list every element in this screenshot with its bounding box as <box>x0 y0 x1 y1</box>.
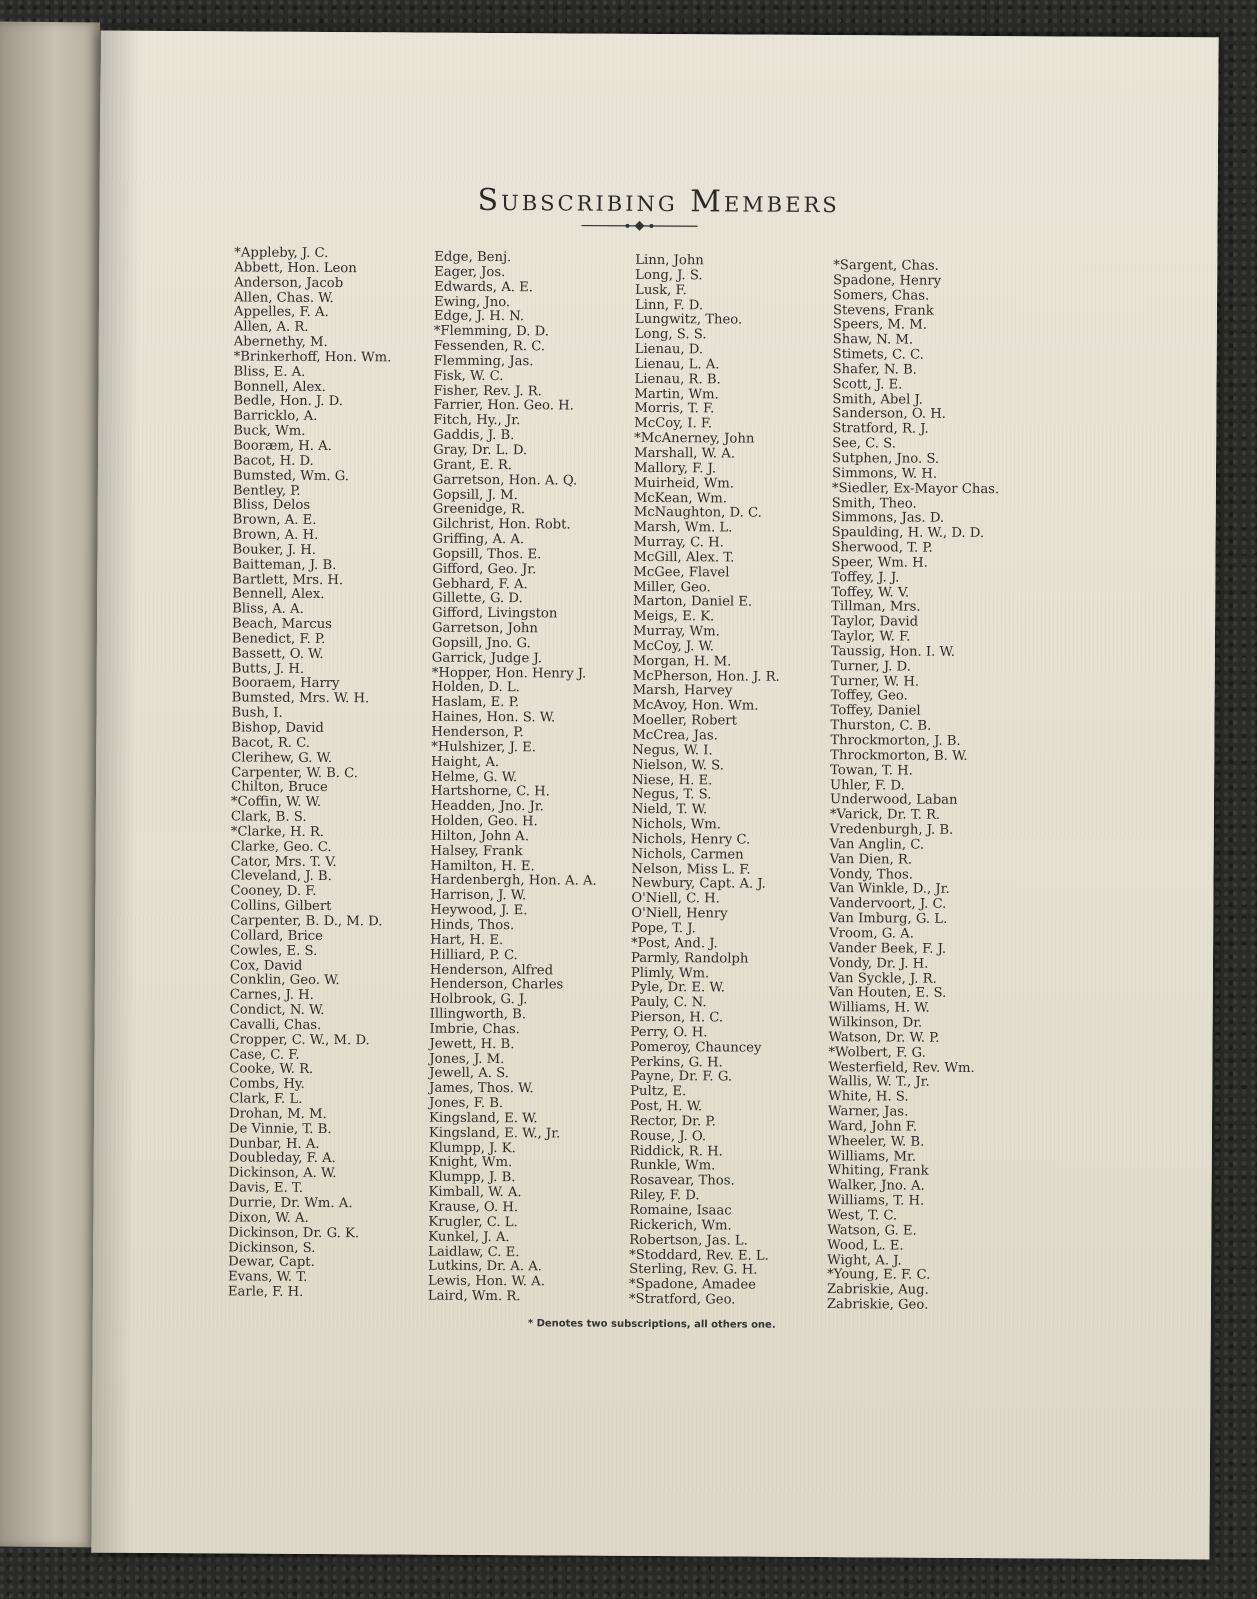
member-name: Farrier, Hon. Geo. H. <box>433 398 574 414</box>
member-name: Newbury, Capt. A. J. <box>631 876 766 893</box>
member-name: Zabriskie, Geo. <box>826 1297 929 1313</box>
member-name: Martin, Wm. <box>634 386 719 402</box>
member-name: Kingsland, E. W., Jr. <box>428 1125 561 1142</box>
member-name: Lungwitz, Theo. <box>634 312 743 328</box>
member-name: Hilliard, P. C. <box>429 947 518 963</box>
member-name: Carpenter, W. B. C. <box>231 764 359 781</box>
member-name: *Flemming, D. D. <box>433 323 549 340</box>
member-name: Krugler, C. L. <box>428 1214 518 1231</box>
member-name: Clark, B. S. <box>230 809 307 825</box>
member-name: White, H. S. <box>828 1089 909 1105</box>
member-name: Simmons, W. H. <box>831 465 938 482</box>
member-name: Cooney, D. F. <box>230 883 317 900</box>
member-name: Niese, H. E. <box>632 772 713 788</box>
member-name: Holden, D. L. <box>431 680 520 696</box>
member-name: Klumpp, J. B. <box>428 1169 516 1186</box>
member-name: Pomeroy, Chauncey <box>630 1039 762 1056</box>
member-name: Williams, T. H. <box>827 1193 925 1209</box>
member-name: Jones, F. B. <box>429 1095 504 1112</box>
member-name: Flemming, Jas. <box>433 353 534 370</box>
member-name: Vondy, Dr. J. H. <box>828 955 929 972</box>
member-name: McGill, Alex. T. <box>633 549 735 566</box>
member-name: Butts, J. H. <box>231 661 305 677</box>
member-name: Conklin, Geo. W. <box>229 972 340 989</box>
member-name: Grant, E. R. <box>432 457 513 473</box>
member-name: Gifford, Geo. Jr. <box>432 561 537 577</box>
member-name: Laird, Wm. R. <box>427 1288 521 1305</box>
member-name: Baitteman, J. B. <box>232 557 337 573</box>
member-name: Wight, A. J. <box>827 1252 902 1269</box>
member-name: See, C. S. <box>832 436 896 452</box>
member-name: Negus, W. I. <box>632 742 713 759</box>
member-name: Krause, O. H. <box>428 1199 519 1216</box>
document-page <box>91 31 1218 1560</box>
member-name: Van Anglin, C. <box>829 836 925 853</box>
member-name: Garretson, Hon. A. Q. <box>432 472 578 489</box>
member-name: Murray, Wm. <box>632 623 720 640</box>
member-name: Evans, W. T. <box>228 1269 308 1286</box>
member-name: Anderson, Jacob <box>234 275 344 291</box>
member-column-4 <box>827 259 1001 1314</box>
member-name: O'Niell, Henry <box>631 905 728 922</box>
member-name: Bumsted, Wm. G. <box>232 468 350 484</box>
member-name: Speers, M. M. <box>832 317 928 334</box>
member-name: Gopsill, Thos. E. <box>432 546 542 563</box>
member-name: Walker, Jno. A. <box>827 1178 925 1194</box>
member-name: Spadone, Henry <box>833 272 942 289</box>
member-name: Edge, Benj. <box>434 249 512 266</box>
member-name: Linn, F. D. <box>634 297 704 313</box>
member-name: Cooke, W. R. <box>229 1061 314 1078</box>
member-name: Combs, Hy. <box>229 1076 305 1093</box>
member-name: Gray, Dr. L. D. <box>433 442 528 459</box>
member-name: Clerihew, G. W. <box>231 750 333 766</box>
member-name: Nichols, Henry C. <box>631 831 751 848</box>
member-name: Moeller, Robert <box>632 713 737 729</box>
member-name: Turner, J. D. <box>830 658 911 675</box>
member-name: Gopsill, J. M. <box>432 487 518 503</box>
member-name: Benedict, F. P. <box>231 631 326 647</box>
member-name: Riley, F. D. <box>629 1188 700 1204</box>
member-name: Meigs, E. K. <box>633 609 715 625</box>
member-name: Lienau, L. A. <box>634 356 720 373</box>
member-name: Lusk, F. <box>635 282 687 298</box>
member-name: Clark, F. L. <box>229 1091 303 1107</box>
member-name: McCrea, Jas. <box>632 727 718 744</box>
member-name: Allen, A. R. <box>233 319 309 336</box>
member-name: Smith, Abel J. <box>832 391 924 408</box>
member-name: Heywood, J. E. <box>430 902 528 919</box>
facing-page-edge <box>0 21 100 1547</box>
member-name: Lienau, R. B. <box>634 371 721 388</box>
member-name: Wallis, W. T., Jr. <box>828 1074 930 1091</box>
member-name: Watson, G. E. <box>827 1222 917 1239</box>
member-name: Edge, J. H. N. <box>433 309 525 325</box>
member-name: *Stoddard, Rev. E. L. <box>629 1247 769 1264</box>
member-name: Bliss, Delos <box>232 497 311 514</box>
member-name: Collard, Brice <box>230 928 324 944</box>
member-name: Rector, Dr. P. <box>629 1113 716 1130</box>
member-name: Williams, Mr. <box>827 1148 917 1165</box>
member-name: Underwood, Laban <box>829 792 958 809</box>
member-name: Riddick, R. H. <box>629 1143 723 1160</box>
member-name: Long, S. S. <box>634 327 707 343</box>
member-name: Gopsill, Jno. G. <box>431 635 531 652</box>
member-name: Romaine, Isaac <box>629 1202 732 1219</box>
member-name: Fitch, Hy., Jr. <box>433 412 521 429</box>
member-name: Chilton, Bruce <box>230 779 328 796</box>
member-name: Rickerich, Wm. <box>629 1217 732 1234</box>
member-name: Toffey, W. V. <box>831 584 910 601</box>
member-name: Bumsted, Mrs. W. H. <box>231 690 370 707</box>
member-name: Bishop, David <box>231 720 324 736</box>
member-name: Turner, W. H. <box>830 673 920 690</box>
member-name: Vander Beek, F. J. <box>829 940 947 957</box>
member-name: Vondy, Thos. <box>829 866 914 883</box>
member-name: Pauly, C. N. <box>630 995 707 1011</box>
member-name: Uhler, F. D. <box>830 777 905 794</box>
member-name: Dixon, W. A. <box>228 1210 309 1226</box>
member-name: Taussig, Hon. I. W. <box>830 644 955 660</box>
member-name: *Spadone, Amadee <box>628 1277 756 1293</box>
member-name: Imbrie, Chas. <box>429 1021 520 1038</box>
member-name: Hardenbergh, Hon. A. A. <box>430 873 597 890</box>
member-name: McAvoy, Hon. Wm. <box>632 698 759 714</box>
member-name: Pyle, Dr. E. W. <box>630 980 725 996</box>
member-name: De Vinnie, T. B. <box>228 1121 332 1137</box>
member-name: Case, C. F. <box>229 1046 300 1063</box>
member-name: Watson, Dr. W. P. <box>828 1029 940 1046</box>
member-name: *Siedler, Ex-Mayor Chas. <box>831 480 1000 497</box>
member-name: Bacot, R. C. <box>231 735 311 751</box>
member-name: Bentley, P. <box>232 482 301 499</box>
member-name: Perkins, G. H. <box>630 1054 723 1070</box>
member-name: Tillman, Mrs. <box>831 599 921 616</box>
member-name: Dickinson, Dr. G. K. <box>228 1225 360 1241</box>
member-name: Cropper, C. W., M. D. <box>229 1032 370 1048</box>
member-name: McKean, Wm. <box>633 490 728 506</box>
member-name: Bartlett, Mrs. H. <box>232 571 344 588</box>
member-name: Pultz, E. <box>630 1084 687 1100</box>
member-name: Bacot, H. D. <box>232 453 314 469</box>
member-name: Appelles, F. A. <box>233 304 329 321</box>
member-name: Cleveland, J. B. <box>230 868 332 885</box>
member-name: Muirheid, Wm. <box>633 475 735 492</box>
member-name: Hart, H. E. <box>430 932 504 948</box>
member-name: Gaddis, J. B. <box>433 427 515 444</box>
member-name: Drohan, M. M. <box>228 1106 327 1122</box>
member-name: Vroom, G. A. <box>829 926 914 942</box>
member-name: Van Dien, R. <box>829 851 913 868</box>
member-name: Sherwood, T. P. <box>831 540 933 556</box>
member-name: Henderson, Alfred <box>429 962 554 978</box>
member-column-2 <box>428 251 601 1306</box>
member-name: Allen, Chas. W. <box>233 289 334 306</box>
member-name: Cator, Mrs. T. V. <box>230 854 337 870</box>
member-name: Cox, David <box>229 957 303 974</box>
member-name: Bonnell, Alex. <box>233 379 326 395</box>
member-name: Holden, Geo. H. <box>430 813 538 830</box>
member-name: McCoy, I. F. <box>634 416 713 432</box>
member-name: *Hulshizer, J. E. <box>431 739 537 756</box>
member-name: Payne, Dr. F. G. <box>630 1069 733 1085</box>
member-name: Greenidge, R. <box>432 501 526 518</box>
member-name: Scott, J. E. <box>832 376 903 393</box>
member-name: Hilton, John A. <box>430 828 529 845</box>
member-name: Pope, T. J. <box>631 920 696 937</box>
member-name: Carpenter, B. D., M. D. <box>230 913 383 930</box>
member-name: Dickinson, S. <box>228 1239 316 1256</box>
member-name: Griffing, A. A. <box>432 531 525 548</box>
member-name: Cowles, E. S. <box>229 943 318 959</box>
member-name: Klumpp, J. K. <box>428 1140 516 1156</box>
member-name: Jewell, A. S. <box>429 1066 510 1082</box>
member-name: Mallory, F. J. <box>633 460 717 477</box>
member-name: Ewing, Jno. <box>433 294 511 310</box>
member-name: Fisk, W. C. <box>433 368 504 384</box>
member-name: Booræm, H. A. <box>233 438 332 454</box>
member-name: Bliss, A. A. <box>232 601 304 618</box>
member-name: Simmons, Jas. D. <box>831 510 945 527</box>
member-name: Laidlaw, C. E. <box>428 1244 520 1260</box>
member-name: Jones, J. M. <box>429 1051 505 1067</box>
member-name: Illingworth, B. <box>429 1006 527 1023</box>
member-name: Shaw, N. M. <box>832 332 914 348</box>
member-name: Nielson, W. S. <box>632 757 724 774</box>
member-name: Marsh, Wm. L. <box>633 520 733 536</box>
member-name: Carnes, J. H. <box>229 987 314 1004</box>
member-name: Bush, I. <box>231 705 283 721</box>
member-name: Haight, A. <box>431 754 500 770</box>
member-name: Marsh, Harvey <box>632 683 733 699</box>
member-name: West, T. C. <box>827 1208 898 1224</box>
member-name: Condict, N. W. <box>229 1002 325 1019</box>
member-name: Booraem, Harry <box>231 675 340 692</box>
member-name: Marton, Daniel E. <box>633 594 753 610</box>
member-name: Marshall, W. A. <box>634 445 736 462</box>
member-name: Kunkel, J. A. <box>428 1229 510 1245</box>
member-name: Hartshorne, C. H. <box>430 784 550 800</box>
member-name: Runkle, Wm. <box>629 1158 716 1174</box>
member-name: Headden, Jno. Jr. <box>430 798 544 815</box>
member-name: Wood, L. E. <box>827 1237 904 1254</box>
member-name: Murray, C. H. <box>633 534 724 551</box>
member-name: Parmly, Randolph <box>630 950 749 967</box>
member-name: McGee, Flavel <box>633 564 730 581</box>
member-name: Wilkinson, Dr. <box>828 1015 923 1031</box>
member-name: Lienau, D. <box>634 341 704 358</box>
member-name: *Sargent, Chas. <box>833 258 939 274</box>
member-name: Towan, T. H. <box>830 762 913 779</box>
member-name: Wheeler, W. B. <box>827 1133 925 1150</box>
member-name: Throckmorton, J. B. <box>830 733 961 749</box>
member-name: Bedle, Hon. J. D. <box>233 393 344 410</box>
member-name: Helme, G. W. <box>431 769 518 785</box>
member-name: Perry, O. H. <box>630 1024 708 1041</box>
member-name: Henderson, P. <box>431 724 524 741</box>
member-name: *Post, And. J. <box>631 935 718 952</box>
member-name: *Wolbert, F. G. <box>828 1044 926 1061</box>
member-name: Toffey, Daniel <box>830 703 921 719</box>
member-name: Williams, H. W. <box>828 1000 930 1016</box>
member-name: Gebhard, F. A. <box>432 576 528 592</box>
member-name: Sterling, Rev. G. H. <box>629 1262 758 1279</box>
member-name: Bennell, Alex. <box>232 586 325 603</box>
member-name: Toffey, J. J. <box>831 569 900 586</box>
member-name: Pierson, H. C. <box>630 1009 724 1026</box>
member-name: Nield, T. W. <box>631 802 708 818</box>
member-name: Garretson, John <box>431 620 538 637</box>
footnote: * Denotes two subscriptions, all others one. <box>527 1318 776 1331</box>
member-name: Brown, A. H. <box>232 527 319 543</box>
member-name: Dunbar, H. A. <box>228 1136 320 1152</box>
member-name: Nelson, Miss L. F. <box>631 861 751 878</box>
member-name: Clarke, Geo. C. <box>230 839 332 855</box>
member-name: Post, H. W. <box>630 1098 703 1115</box>
member-name: Garrick, Judge J. <box>431 650 542 667</box>
member-name: Plimly, Wm. <box>630 965 710 981</box>
member-name: Zabriskie, Aug. <box>826 1282 929 1298</box>
member-name: Bliss, E. A. <box>233 364 306 380</box>
member-name: McCoy, J. W. <box>632 638 715 655</box>
member-name: Henderson, Charles <box>429 976 564 993</box>
member-name: Dewar, Capt. <box>228 1254 315 1271</box>
member-name: Knight, Wm. <box>428 1155 513 1171</box>
member-name: *Brinkerhoff, Hon. Wm. <box>233 349 392 366</box>
member-name: Cavalli, Chas. <box>229 1017 322 1033</box>
member-name: O'Niell, C. H. <box>631 891 720 907</box>
member-name: Gilchrist, Hon. Robt. <box>432 516 571 533</box>
member-name: Ward, John F. <box>827 1119 918 1135</box>
member-name: Kingsland, E. W. <box>428 1110 538 1127</box>
member-name: Beach, Marcus <box>231 616 333 633</box>
member-name: Sanderson, O. H. <box>832 406 947 423</box>
member-name: Hinds, Thos. <box>430 917 515 934</box>
member-name: Collins, Gilbert <box>230 898 332 915</box>
member-name: Westerfield, Rev. Wm. <box>828 1059 975 1076</box>
member-name: Gifford, Livingston <box>432 605 558 622</box>
member-name: Abernethy, M. <box>233 334 328 351</box>
member-name: Nichols, Wm. <box>631 816 722 833</box>
member-name: Edwards, A. E. <box>434 279 533 295</box>
member-name: Doubleday, F. A. <box>228 1150 336 1167</box>
member-name: *Hopper, Hon. Henry J. <box>431 665 587 682</box>
member-name: Morgan, H. M. <box>632 653 732 670</box>
member-name: Fessenden, R. C. <box>433 338 546 355</box>
member-name: Haslam, E. P. <box>431 694 520 711</box>
member-name: Whiting, Frank <box>827 1163 929 1180</box>
member-name: Vandervoort, J. C. <box>829 896 947 913</box>
page-title: Subscribing Members <box>477 182 840 221</box>
member-name: Miller, Geo. <box>633 579 711 595</box>
member-name: Spaulding, H. W., D. D. <box>831 525 985 542</box>
title-rule-ornament <box>579 218 699 235</box>
member-name: Taylor, David <box>831 614 919 630</box>
member-name: Harrison, J. W. <box>430 887 527 904</box>
member-name: McNaughton, D. C. <box>633 505 762 521</box>
member-name: Rouse, J. O. <box>629 1128 707 1145</box>
member-name: Vredenburgh, J. B. <box>829 822 954 838</box>
member-name: Kimball, W. A. <box>428 1184 522 1201</box>
member-name: Gillette, G. D. <box>432 591 523 607</box>
member-name: Hamilton, H. E. <box>430 858 535 874</box>
member-name: Bouker, J. H. <box>232 542 317 558</box>
member-name: Jewett, H. B. <box>429 1036 515 1052</box>
member-name: Negus, T. S. <box>631 787 712 803</box>
member-name: Stevens, Frank <box>832 302 934 319</box>
member-name: Nichols, Carmen <box>631 846 744 863</box>
member-name: Holbrook, G. J. <box>429 991 528 1008</box>
member-name: *McAnerney, John <box>634 430 755 447</box>
member-name: Bassett, O. W. <box>231 646 324 662</box>
member-name: *Stratford, Geo. <box>628 1291 736 1308</box>
member-name: Barricklo, A. <box>233 408 318 425</box>
member-name: Long, J. S. <box>635 267 703 284</box>
member-name: McPherson, Hon. J. R. <box>632 668 780 685</box>
member-name: Lutkins, Dr. A. A. <box>428 1258 543 1275</box>
member-name: Stratford, R. J. <box>832 421 929 437</box>
member-name: Dickinson, A. W. <box>228 1165 337 1182</box>
member-name: Abbett, Hon. Leon <box>234 260 357 277</box>
member-name: Morris, T. F. <box>634 401 715 417</box>
member-name: Van Syckle, J. R. <box>828 970 937 987</box>
member-name: James, Thos. W. <box>429 1080 534 1097</box>
member-name: Robertson, Jas. L. <box>629 1232 748 1249</box>
member-name: Rosavear, Thos. <box>629 1173 735 1189</box>
member-name: Lewis, Hon. W. A. <box>427 1273 545 1290</box>
member-name: Sutphen, Jno. S. <box>832 451 940 467</box>
member-column-1 <box>228 246 392 1301</box>
member-name: Van Imburg, G. L. <box>829 911 948 927</box>
member-name: Taylor, W. F. <box>830 629 911 645</box>
member-name: Buck, Wm. <box>233 423 306 439</box>
member-name: Van Winkle, D., Jr. <box>829 881 950 898</box>
member-name: Stimets, C. C. <box>832 347 924 363</box>
member-name: Halsey, Frank <box>430 843 523 859</box>
member-name: Thurston, C. B. <box>830 718 932 734</box>
member-name: Davis, E. T. <box>228 1180 303 1197</box>
member-name: Brown, A. E. <box>232 512 317 529</box>
member-name: Earle, F. H. <box>227 1284 304 1300</box>
member-name: Somers, Chas. <box>833 287 930 304</box>
member-name: *Appleby, J. C. <box>234 245 329 261</box>
member-name: *Varick, Dr. T. R. <box>829 807 941 823</box>
member-name: Van Houten, E. S. <box>828 985 947 1002</box>
member-name: Shafer, N. B. <box>832 361 917 378</box>
member-name: Eager, Jos. <box>434 264 506 280</box>
member-name: Linn, John <box>635 252 704 269</box>
member-name: *Coffin, W. W. <box>230 794 322 811</box>
member-column-3 <box>629 254 782 1309</box>
member-name: *Clarke, H. R. <box>230 824 325 840</box>
member-name: Throckmorton, B. W. <box>830 747 968 764</box>
member-name: Durrie, Dr. Wm. A. <box>228 1195 353 1212</box>
member-name: *Young, E. F. C. <box>827 1267 931 1284</box>
member-name: Toffey, Geo. <box>830 688 908 705</box>
member-name: Smith, Theo. <box>831 495 917 512</box>
member-name: Fisher, Rev. J. R. <box>433 383 542 399</box>
member-name: Warner, Jas. <box>828 1104 909 1120</box>
member-name: Haines, Hon. S. W. <box>431 709 556 726</box>
member-name: Speer, Wm. H. <box>831 554 928 571</box>
